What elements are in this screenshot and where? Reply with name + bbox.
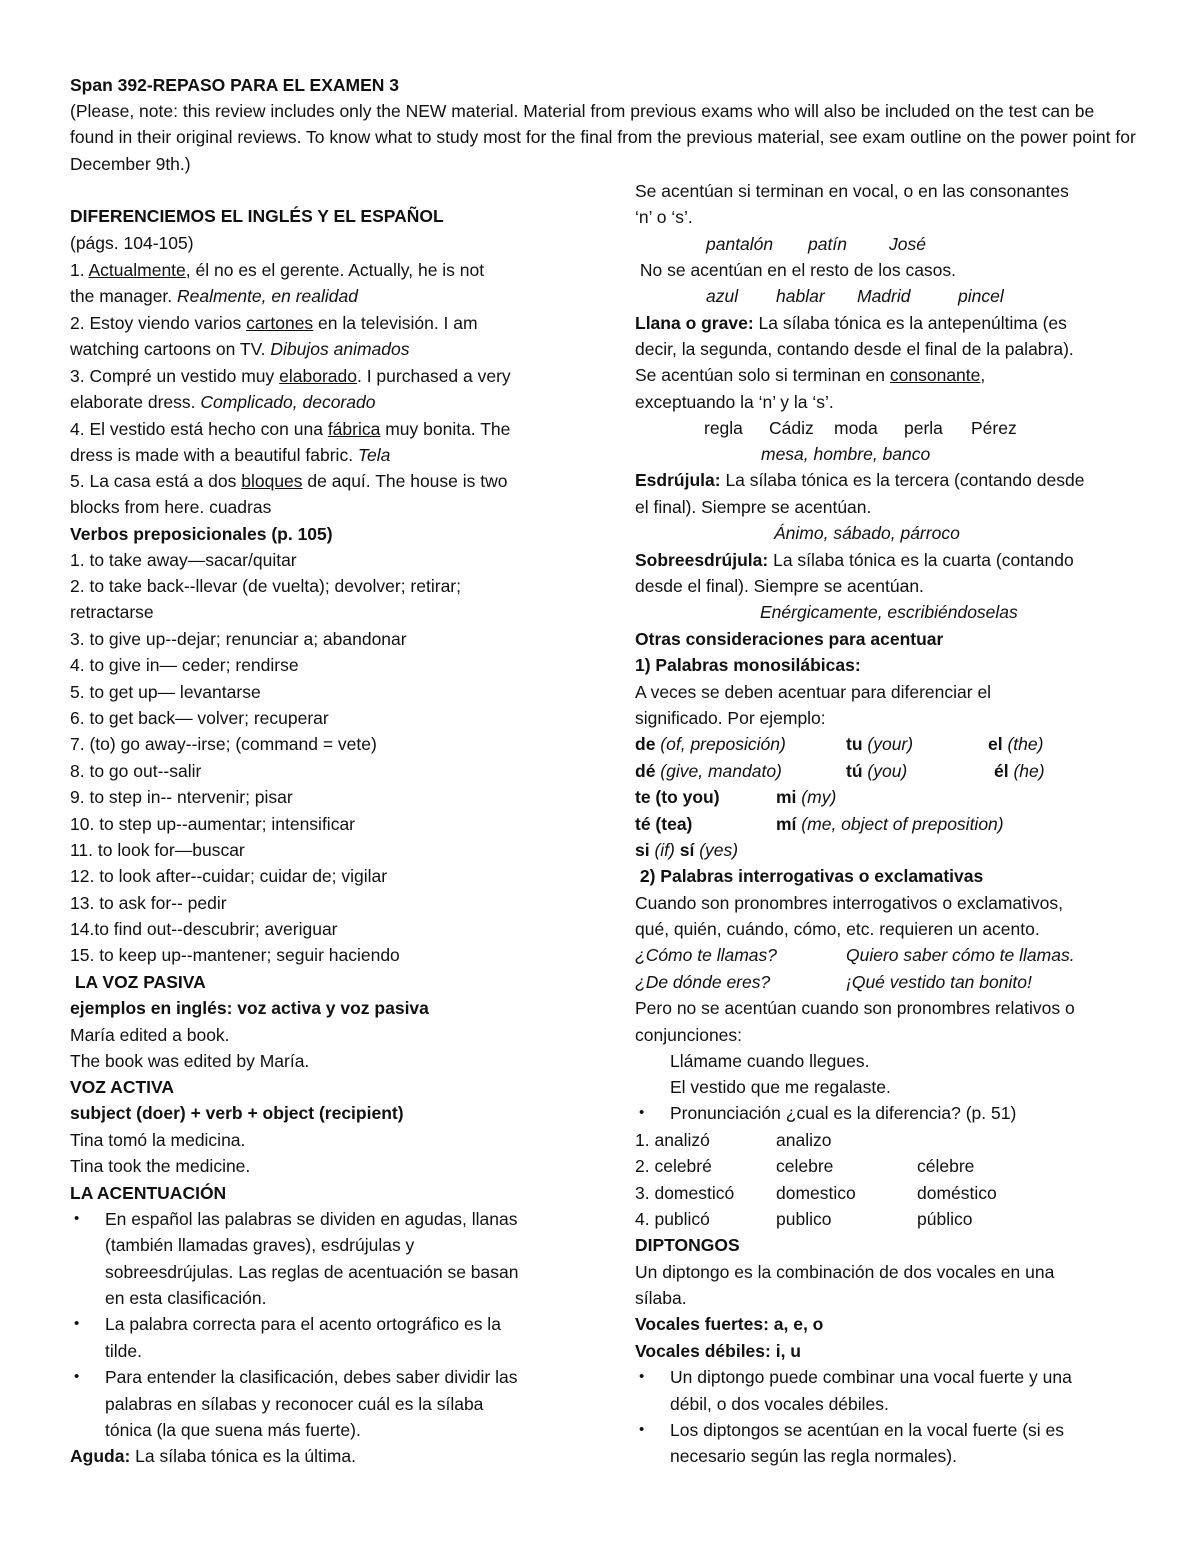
vocales-debiles: Vocales débiles: i, u (635, 1341, 801, 1361)
bullet-text: En español las palabras se dividen en agudas, llanas (105, 1209, 518, 1229)
pair-mi: mi (my) (776, 787, 837, 807)
bullet-text: tónica (la que suena más fuerte). (105, 1420, 361, 1440)
table-cell: público (917, 1209, 973, 1229)
llana-definition-cont: decir, la segunda, contando desde el final de la palabra). (635, 339, 1074, 359)
example-tina-es: Tina tomó la medicina. (70, 1130, 246, 1150)
llana-rule: Se acentúan solo si terminan en consonante, (635, 365, 986, 385)
bullet-text: Un diptongo puede combinar una vocal fuerte y una (670, 1367, 1072, 1387)
bullet-text: Para entender la clasificación, debes saber dividir las (105, 1367, 518, 1387)
verb-item: 4. to give in— ceder; rendirse (70, 655, 299, 675)
example-word: Cádiz (769, 418, 814, 438)
verb-item: 15. to keep up--mantener; seguir haciendo (70, 945, 400, 965)
example-4-translation: dress is made with a beautiful fabric. Tela (70, 445, 391, 465)
table-cell: domestico (776, 1183, 856, 1203)
pronunciacion-heading: Pronunciación ¿cual es la diferencia? (p. 51) (670, 1103, 1017, 1123)
esdrujula-definition: Esdrújula: La sílaba tónica es la tercera (contando desde (635, 470, 1085, 490)
example-word: José (889, 234, 926, 254)
aguda-definition: Aguda: La sílaba tónica es la última. (70, 1446, 356, 1466)
bullet-text: sobreesdrújulas. Las reglas de acentuación se basan (105, 1262, 519, 1282)
example-1-translation: the manager. Realmente, en realidad (70, 286, 358, 306)
section-heading-acentuacion: LA ACENTUACIÓN (70, 1183, 227, 1203)
pair-si: si (if) sí (yes) (635, 840, 739, 860)
aguda-rule-2: No se acentúan en el resto de los casos. (635, 260, 957, 280)
section-heading-voz-pasiva: LA VOZ PASIVA (70, 972, 206, 992)
example-passive: The book was edited by María. (70, 1051, 310, 1071)
bullet-icon: • (74, 1315, 80, 1332)
example-relative: El vestido que me regalaste. (670, 1077, 891, 1097)
example-words: Ánimo, sábado, párroco (774, 523, 960, 543)
bullet-text: Los diptongos se acentúan en la vocal fuerte (si es (670, 1420, 1064, 1440)
verb-item: 1. to take away—sacar/quitar (70, 550, 297, 570)
pages-reference: (págs. 104-105) (70, 233, 194, 253)
section-heading-voz-activa: VOZ ACTIVA (70, 1077, 175, 1097)
verb-item: 2. to take back--llevar (de vuelta); devolver; retirar; (70, 576, 461, 596)
example-words: mesa, hombre, banco (761, 444, 931, 464)
bullet-text: palabras en sílabas y reconocer cuál es la sílaba (105, 1394, 484, 1414)
example-active: María edited a book. (70, 1025, 230, 1045)
example-word: moda (834, 418, 878, 438)
verb-item: 12. to look after--cuidar; cuidar de; vigilar (70, 866, 388, 886)
relativos-text: Pero no se acentúan cuando son pronombres relativos o (635, 998, 1075, 1018)
intro-note: (Please, note: this review includes only the NEW material. Material from previous exams who will also be included on the test can be found in their original reviews. To know what to study most for the final from the previous material, see exam outline on the power point for December 9th.) (70, 101, 1136, 174)
example-word: patín (808, 234, 847, 254)
pair-de: de (of, preposición) (635, 734, 786, 754)
example-question: ¿Cómo te llamas? (635, 945, 777, 965)
interrogativas-text-cont: qué, quién, cuándo, cómo, etc. requieren un acento. (635, 919, 1040, 939)
example-relative: Llámame cuando llegues. (670, 1051, 870, 1071)
table-cell: célebre (917, 1156, 975, 1176)
verb-item: 6. to get back— volver; recuperar (70, 708, 329, 728)
pair-tu-accent: tú (you) (846, 761, 908, 781)
example-3-translation: elaborate dress. Complicado, decorado (70, 392, 376, 412)
table-cell: 2. celebré (635, 1156, 712, 1176)
aguda-rule: Se acentúan si terminan en vocal, o en las consonantes (635, 181, 1069, 201)
bullet-text: La palabra correcta para el acento ortográfico es la (105, 1314, 501, 1334)
pair-de-accent: dé (give, mandato) (635, 761, 782, 781)
bullet-text: necesario según las regla normales). (670, 1446, 957, 1466)
pair-el: el (the) (988, 734, 1044, 754)
llana-definition: Llana o grave: La sílaba tónica es la antepenúltima (es (635, 313, 1067, 333)
example-2: 2. Estoy viendo varios cartones en la televisión. I am (70, 313, 478, 333)
table-cell: 1. analizó (635, 1130, 710, 1150)
example-words: Enérgicamente, escribiéndoselas (760, 602, 1018, 622)
example-word: pantalón (706, 234, 774, 254)
verb-item: 3. to give up--dejar; renunciar a; abandonar (70, 629, 407, 649)
section-heading-diptongos: DIPTONGOS (635, 1235, 740, 1255)
sobreesdrujula-definition: Sobreesdrújula: La sílaba tónica es la cuarta (contando (635, 550, 1074, 570)
interrogativas-heading: 2) Palabras interrogativas o exclamativas (635, 866, 984, 886)
pair-tu: tu (your) (846, 734, 914, 754)
verb-item: 13. to ask for-- pedir (70, 893, 227, 913)
table-cell: celebre (776, 1156, 834, 1176)
verb-item: 5. to get up— levantarse (70, 682, 261, 702)
section-heading-otras: Otras consideraciones para acentuar (635, 629, 944, 649)
bullet-icon: • (639, 1104, 645, 1121)
example-exclamation: ¡Qué vestido tan bonito! (846, 972, 1032, 992)
bullet-text: (también llamadas graves), esdrújulas y (105, 1235, 415, 1255)
diptongos-text-cont: sílaba. (635, 1288, 687, 1308)
vocales-fuertes: Vocales fuertes: a, e, o (635, 1314, 824, 1334)
bullet-text: en esta clasificación. (105, 1288, 267, 1308)
example-2-translation: watching cartoons on TV. Dibujos animados (70, 339, 410, 359)
section-heading-diferenciemos: DIFERENCIEMOS EL INGLÉS Y EL ESPAÑOL (70, 206, 444, 226)
bullet-icon: • (639, 1421, 645, 1438)
relativos-text-cont: conjunciones: (635, 1025, 743, 1045)
table-cell: 4. publicó (635, 1209, 710, 1229)
sobreesdrujula-definition-cont: desde el final). Siempre se acentúan. (635, 576, 924, 596)
example-tina-en: Tina took the medicine. (70, 1156, 251, 1176)
document-title: Span 392-REPASO PARA EL EXAMEN 3 (70, 75, 400, 95)
example-1: 1. Actualmente, él no es el gerente. Actually, he is not (70, 260, 485, 280)
table-cell: doméstico (917, 1183, 997, 1203)
example-word: pincel (958, 286, 1004, 306)
example-word: azul (706, 286, 739, 306)
bullet-icon: • (639, 1368, 645, 1385)
pair-el-accent: él (he) (994, 761, 1045, 781)
example-4: 4. El vestido está hecho con una fábrica muy bonita. The (70, 419, 511, 439)
bullet-icon: • (74, 1368, 80, 1385)
bullet-icon: • (74, 1210, 80, 1227)
example-question: ¿De dónde eres? (635, 972, 771, 992)
verb-item: 7. (to) go away--irse; (command = vete) (70, 734, 377, 754)
monosilabicas-text: A veces se deben acentuar para diferenciar el (635, 682, 992, 702)
diptongos-text: Un diptongo es la combinación de dos vocales en una (635, 1262, 1055, 1282)
example-3: 3. Compré un vestido muy elaborado. I purchased a very (70, 366, 511, 386)
example-word: regla (704, 418, 743, 438)
verb-item: 10. to step up--aumentar; intensificar (70, 814, 356, 834)
verb-item: 8. to go out--salir (70, 761, 202, 781)
table-cell: 3. domesticó (635, 1183, 735, 1203)
table-cell: analizo (776, 1130, 832, 1150)
interrogativas-text: Cuando son pronombres interrogativos o exclamativos, (635, 893, 1063, 913)
bullet-text: tilde. (105, 1341, 142, 1361)
table-cell: publico (776, 1209, 832, 1229)
section-heading-verbos: Verbos preposicionales (p. 105) (70, 524, 333, 544)
example-5: 5. La casa está a dos bloques de aquí. The house is two (70, 471, 508, 491)
example-word: Pérez (971, 418, 1017, 438)
esdrujula-definition-cont: el final). Siempre se acentúan. (635, 497, 872, 517)
pair-te: te (to you) (635, 787, 720, 807)
llana-rule-cont: exceptuando la ‘n’ y la ‘s’. (635, 392, 834, 412)
example-word: hablar (776, 286, 825, 306)
verb-item: 14.to find out--descubrir; averiguar (70, 919, 338, 939)
ejemplos-heading: ejemplos en inglés: voz activa y voz pasiva (70, 998, 429, 1018)
verb-item: 11. to look for—buscar (70, 840, 245, 860)
monosilabicas-text-cont: significado. Por ejemplo: (635, 708, 826, 728)
example-word: perla (904, 418, 943, 438)
verb-item: retractarse (70, 602, 154, 622)
bullet-text: débil, o dos vocales débiles. (670, 1394, 889, 1414)
example-5-translation: blocks from here. cuadras (70, 497, 272, 517)
example-question: Quiero saber cómo te llamas. (846, 945, 1075, 965)
pair-te-accent: té (tea) (635, 814, 693, 834)
verb-item: 9. to step in-- ntervenir; pisar (70, 787, 293, 807)
pair-mi-accent: mí (me, object of preposition) (776, 814, 1004, 834)
example-word: Madrid (857, 286, 911, 306)
formula: subject (doer) + verb + object (recipient) (70, 1103, 404, 1123)
aguda-rule-cont: ‘n’ o ‘s’. (635, 207, 693, 227)
monosilabicas-heading: 1) Palabras monosilábicas: (635, 655, 861, 675)
